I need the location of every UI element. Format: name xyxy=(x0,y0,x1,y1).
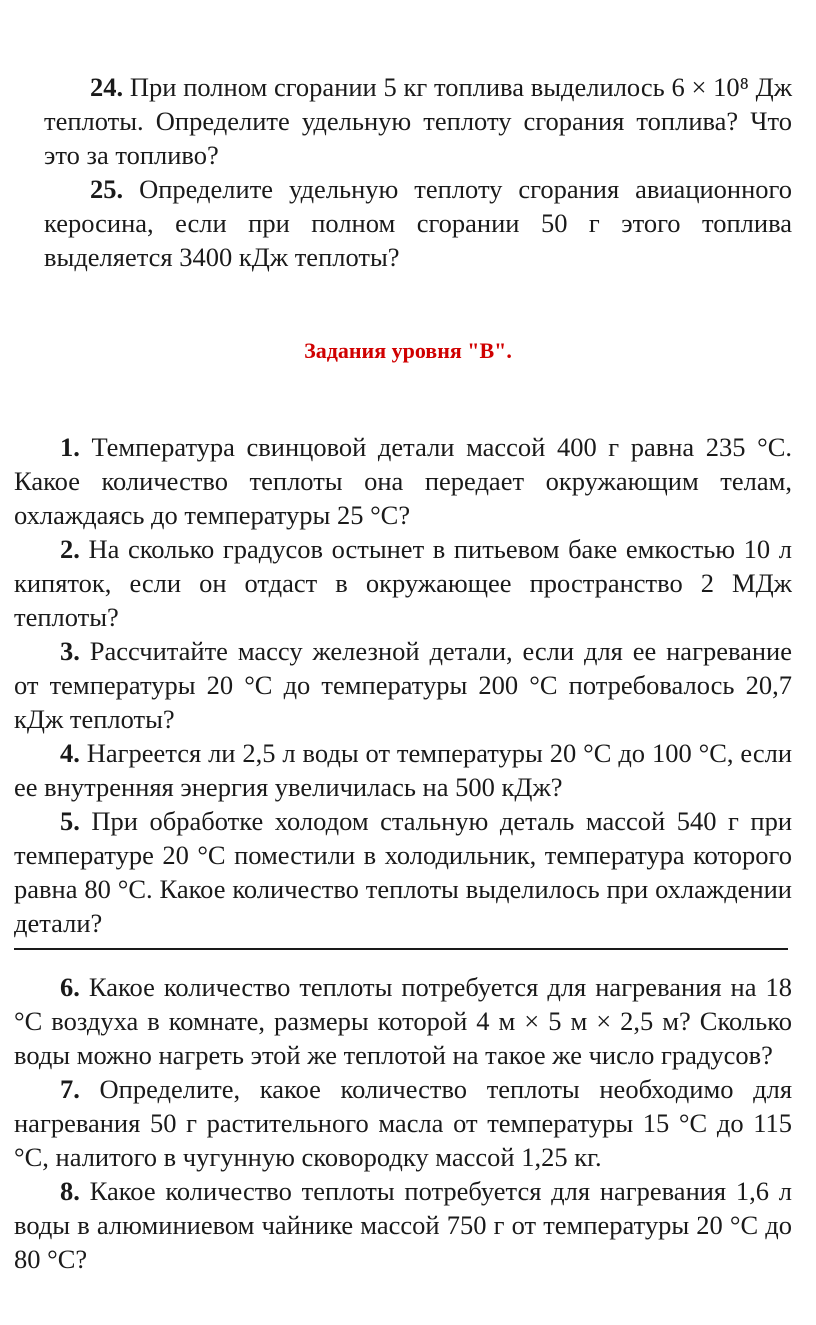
problem-number: 24. xyxy=(90,72,124,102)
problem-24 xyxy=(44,70,792,172)
problem-6 xyxy=(14,970,792,1072)
problem-number: 25. xyxy=(90,174,124,204)
problem-3 xyxy=(14,634,792,736)
problem-text: Определите, какое количество теплоты необходимо для нагревания 50 г растительного масла от температуры 15 °С до 115 °С, налитого в чугунную сковородку массой 1,25 кг. xyxy=(14,1074,793,1172)
problem-text: Температура свинцовой детали массой 400 г равна 235 °С. Какое количество теплоты она передает окружающим телам, охлаждаясь до температуры 25 °С? xyxy=(14,432,793,530)
problem-7 xyxy=(14,1072,792,1174)
problem-text: Определите удельную теплоту сгорания авиационного керосина, если при полном сгорании 50 г этого топлива выделяется 3400 кДж теплоты? xyxy=(44,174,792,272)
problem-text: Какое количество теплоты потребуется для нагревания на 18 °С воздуха в комнате, размеры которой 4 м × 5 м × 2,5 м? Сколько воды можно нагреть этой же теплотой на такое же число градусов? xyxy=(14,972,792,1070)
problem-text: При обработке холодом стальную деталь массой 540 г при температуре 20 °С поместили в холодильник, температура которого равна 80 °С. Какое количество теплоты выделилось при охлаждении детали? xyxy=(14,806,793,938)
problem-4 xyxy=(14,736,792,804)
problem-number: 7. xyxy=(60,1074,80,1104)
problem-number: 8. xyxy=(60,1176,80,1206)
problem-8 xyxy=(14,1174,792,1276)
problem-number: 1. xyxy=(60,432,80,462)
problem-text: На сколько градусов остынет в питьевом баке емкостью 10 л кипяток, если он отдаст в окружающее пространство 2 МДж теплоты? xyxy=(14,534,792,632)
problem-text: Нагреется ли 2,5 л воды от температуры 20 °С до 100 °С, если ее внутренняя энергия увеличилась на 500 кДж? xyxy=(14,738,792,802)
level-b-problems-continued xyxy=(14,970,792,1276)
problem-5 xyxy=(14,804,792,940)
problem-number: 4. xyxy=(60,738,80,768)
problem-number: 2. xyxy=(60,534,80,564)
section-title: Задания уровня "В". xyxy=(304,338,512,363)
top-problems xyxy=(44,70,792,274)
level-b-problems xyxy=(14,430,792,940)
problem-number: 5. xyxy=(60,806,80,836)
problem-text: При полном сгорании 5 кг топлива выделилось 6 × 10⁸ Дж теплоты. Определите удельную теплоту сгорания топлива? Что это за топливо? xyxy=(44,72,793,170)
problem-25 xyxy=(44,172,792,274)
problem-2 xyxy=(14,532,792,634)
problem-number: 3. xyxy=(60,636,80,666)
problem-1 xyxy=(14,430,792,532)
problem-number: 6. xyxy=(60,972,80,1002)
section-divider xyxy=(14,948,788,950)
problem-text: Рассчитайте массу железной детали, если для ее нагревание от температуры 20 °С до температуры 200 °С потребовалось 20,7 кДж теплоты? xyxy=(14,636,793,734)
problem-text: Какое количество теплоты потребуется для нагревания 1,6 л воды в алюминиевом чайнике массой 750 г от температуры 20 °С до 80 °С? xyxy=(14,1176,792,1274)
